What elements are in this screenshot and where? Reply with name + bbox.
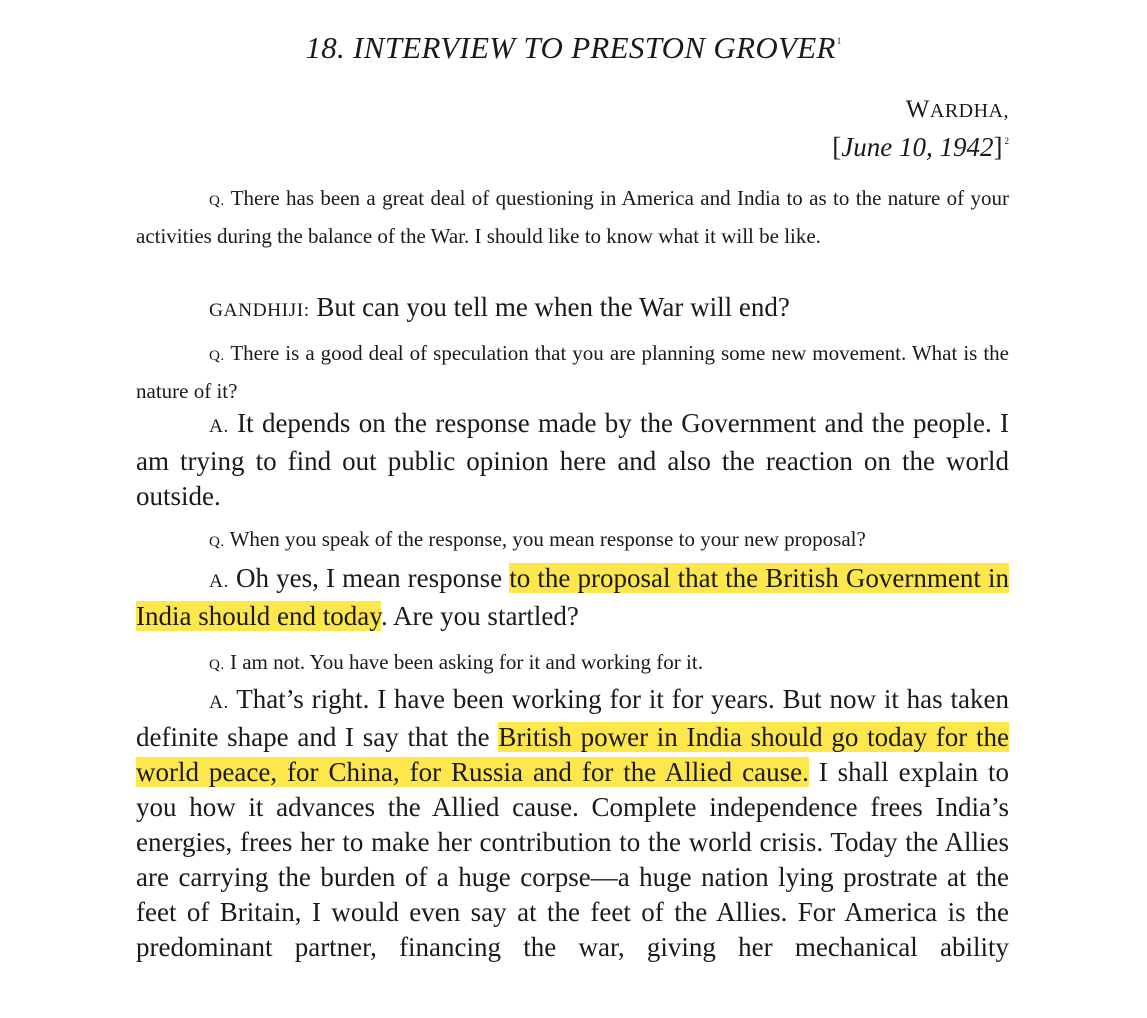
place-rest: ARDHA, [929,100,1009,122]
place-line [906,96,1009,124]
paragraph-text: I shall explain to you how it advances the Allied cause. Complete independence frees India’s energies, frees her to make her contribution to the world crisis. Today the Allies are carrying the burden of a huge corpse—a huge nation lying prostrate at the feet of Britain, I would even say at the feet of the Allies. For America is the predominant partner, financing the war, giving her mechanical ability [136,757,1009,962]
question-paragraph-3 [136,522,1009,560]
question-label: Q. [209,657,225,673]
paragraph-text: Oh yes, I mean response [228,563,510,593]
answer-label: A. [209,692,229,713]
answer-label: A. [209,416,229,437]
date-open-bracket: [ [832,132,842,162]
answer-paragraph-1 [136,406,1009,514]
question-paragraph-4 [136,645,1009,683]
highlighted-text: to the proposal that the British Government in India should end today [136,563,1009,631]
paragraph-text: There has been a great deal of questioning in America and India to as to the nature of your activities during the balance of the War. I should like to know what it will be like. [136,186,1009,248]
answer-label: A. [209,571,229,592]
paragraph-text: When you speak of the response, you mean response to your new proposal? [224,527,866,551]
speaker-label: GANDHIJI: [209,300,310,321]
date-line [832,132,1009,163]
page-title [0,30,1147,66]
paragraph-text: I am not. You have been asking for it and working for it. [224,650,703,674]
question-label: Q. [209,193,225,209]
paragraph-text: That’s right. I have been working for it for years. But now it has taken definite shape and I say that the [136,684,1009,752]
paragraph-text: It depends on the response made by the Government and the people. I am trying to find out public opinion here and also the reaction on the world outside. [136,408,1009,511]
date-close-bracket: ] [993,132,1003,162]
date-footnote-marker: 2 [1004,136,1009,146]
highlighted-text: British power in India should go today for the world peace, for China, for Russia and for the Allied cause. [136,722,1009,787]
paragraph-text: But can you tell me when the War will end? [309,292,790,322]
question-label: Q. [209,348,225,364]
question-label: Q. [209,534,225,550]
date-text: June 10, 1942 [841,132,994,162]
title-footnote-marker: 1 [836,36,842,46]
answer-paragraph-3 [136,682,1009,965]
answer-paragraph-gandhiji [136,290,1009,328]
question-paragraph-1 [136,181,1009,254]
paragraph-text: There is a good deal of speculation that you are planning some new movement. What is the nature of it? [136,341,1009,403]
answer-paragraph-2 [136,561,1009,634]
title-text: 18. INTERVIEW TO PRESTON GROVER [305,30,836,65]
paragraph-text: . Are you startled? [380,601,579,631]
question-paragraph-2 [136,336,1009,409]
place-initial: W [905,96,930,123]
